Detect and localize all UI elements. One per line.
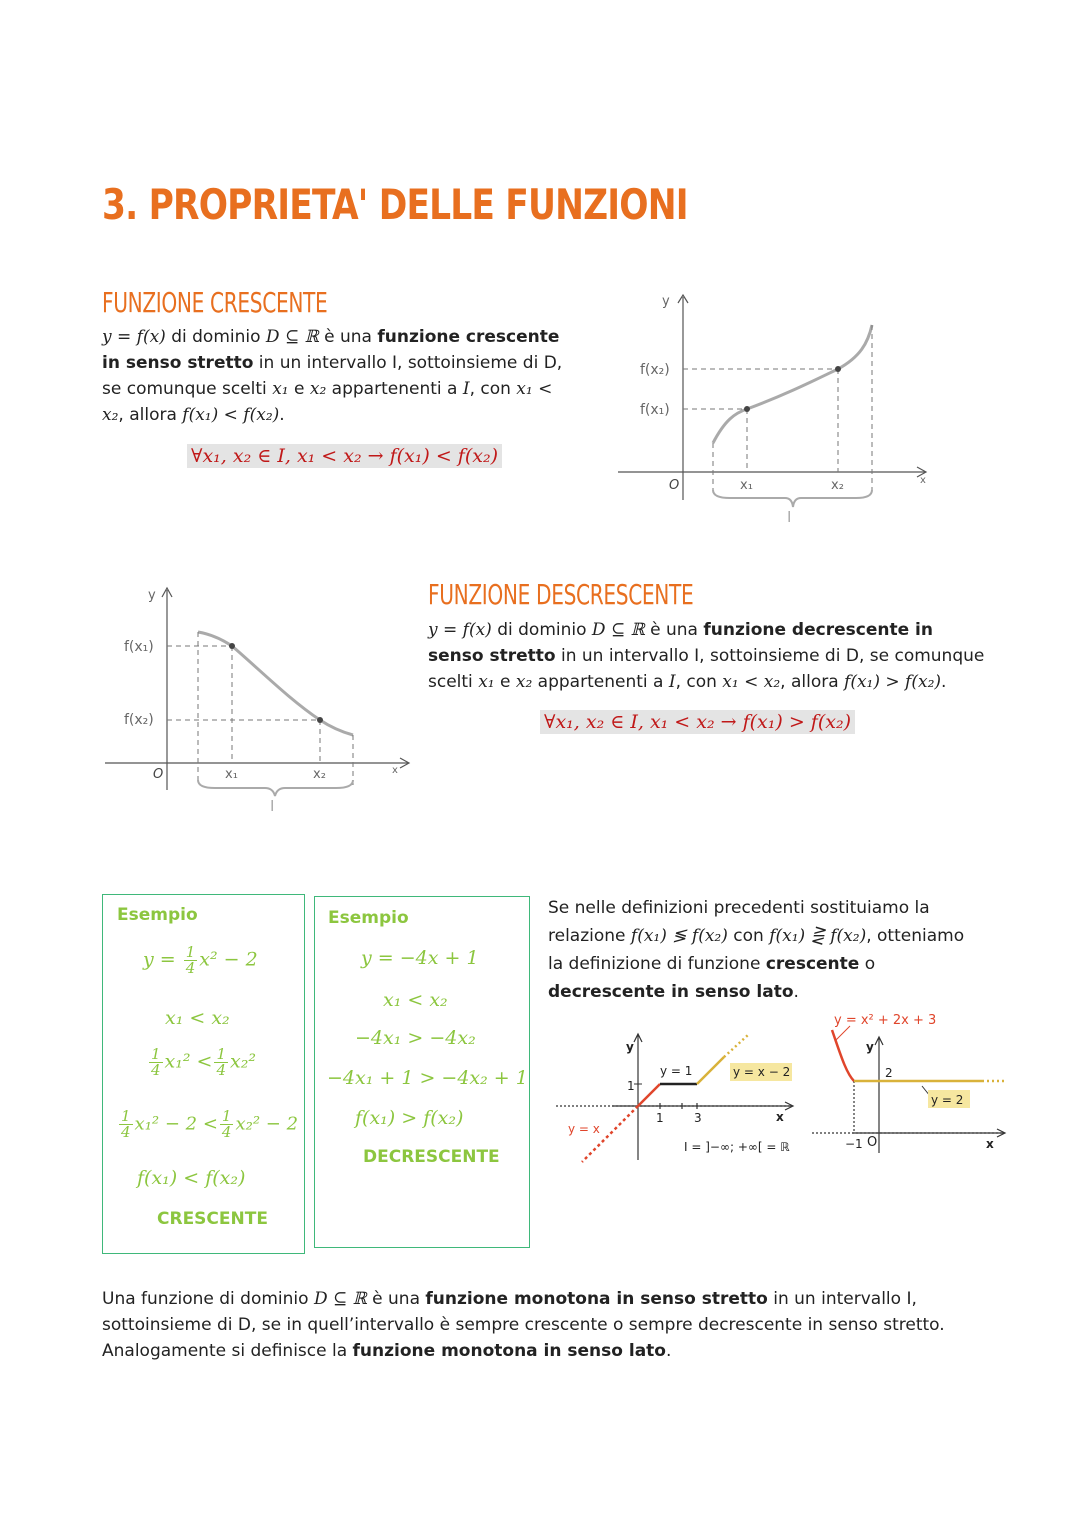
interval-label: I = ]−∞; +∞[ = ℝ — [684, 1140, 790, 1154]
example-step-3: $\frac{1}{4}$ x₁² < $\frac{1}{4}$ x₂² — [151, 1045, 256, 1079]
point-x1 — [744, 406, 750, 412]
example-step-5: f(x₁) < f(x₂) — [137, 1167, 246, 1189]
graph-decrescente — [100, 580, 420, 820]
line-y-x-2-dotted — [724, 1035, 748, 1057]
example-title: Esempio — [328, 908, 409, 928]
tick-x3: 3 — [694, 1111, 702, 1125]
graph-parabola-constant — [812, 1008, 1012, 1158]
tick-y1: 1 — [627, 1079, 635, 1093]
x-label: x — [776, 1110, 784, 1124]
line-y-x — [638, 1084, 660, 1106]
origin-label: O — [867, 1135, 878, 1150]
fx1-label: f(x₁) — [640, 402, 670, 418]
label-y1: y = 1 — [660, 1064, 693, 1078]
example-equation: y = −4x + 1 — [361, 947, 479, 969]
fx1-label: f(x₁) — [124, 639, 154, 655]
heading-crescente: FUNZIONE CRESCENTE — [102, 286, 328, 319]
interval-brace — [713, 490, 872, 507]
interval-label: I — [787, 508, 792, 526]
example-box-2 — [314, 896, 530, 1248]
label-yx2: y = x − 2 — [733, 1065, 791, 1079]
page-title: 3. PROPRIETA' DELLE FUNZIONI — [102, 180, 688, 229]
label-parabola: y = x² + 2x + 3 — [834, 1013, 937, 1028]
x1-label: x₁ — [740, 478, 753, 493]
point-x2 — [835, 366, 841, 372]
example-step-3: −4x₁ > −4x₂ — [355, 1027, 476, 1049]
example-step-5: f(x₁) > f(x₂) — [355, 1107, 464, 1129]
definition-decrescente: y = f(x) di dominio D ⊆ ℝ è una funzione decrescente in senso stretto in un intervallo I, sottoinsieme di D, se comunque scelti x₁ e x₂ appartenenti a I, con x₁ < x₂, allora f(x₁) > f(x₂). — [428, 620, 985, 692]
example-box-1 — [102, 894, 305, 1254]
point-x1 — [229, 643, 235, 649]
fx2-label: f(x₂) — [640, 362, 670, 378]
interval-brace — [198, 780, 353, 796]
example-title: Esempio — [117, 905, 198, 925]
x2-label: x₂ — [313, 767, 326, 782]
point-x2 — [317, 717, 323, 723]
y-label: y — [626, 1040, 634, 1054]
example-step-2: x₁ < x₂ — [165, 1007, 230, 1029]
interval-label: I — [270, 797, 275, 815]
y-label: y — [662, 294, 670, 309]
y-label: y — [866, 1040, 874, 1054]
example-result: DECRESCENTE — [363, 1147, 500, 1167]
x2-label: x₂ — [831, 478, 844, 493]
x-label: x — [986, 1137, 994, 1151]
line-y-x-2 — [697, 1057, 724, 1084]
definition-senso-lato: Se nelle definizioni precedenti sostituiamo la relazione f(x₁) ≶ f(x₂) con f(x₁) ⋛ f(x₂), otteniamo la definizione di funzione crescente o decrescente in senso lato. — [548, 898, 965, 1002]
example-step-4: −4x₁ + 1 > −4x₂ + 1 — [327, 1067, 528, 1089]
label-y2: y = 2 — [931, 1093, 964, 1107]
example-step-4: $\frac{1}{4}$ x₁² − 2 < $\frac{1}{4}$ x₂² − 2 — [121, 1107, 299, 1141]
heading-decrescente: FUNZIONE DESCRESCENTE — [428, 578, 694, 611]
origin-label: O — [153, 767, 164, 782]
increasing-curve — [713, 325, 872, 443]
tick-y2: 2 — [885, 1066, 893, 1080]
x1-label: x₁ — [225, 767, 238, 782]
label-yx: y = x — [568, 1122, 600, 1136]
graph-piecewise — [552, 1025, 802, 1165]
parabola-curve — [832, 1030, 854, 1081]
fx2-label: f(x₂) — [124, 712, 154, 728]
example-step-2: x₁ < x₂ — [383, 989, 448, 1011]
label-pointer — [836, 1026, 850, 1040]
tick-x-neg1: −1 — [845, 1137, 863, 1151]
definition-monotona: Una funzione di dominio D ⊆ ℝ è una funzione monotona in senso stretto in un intervallo I, sottoinsieme di D, se in quell’intervallo è sempre crescente o sempre decrescente in senso stretto. Analogamente si definisce la funzione monotona in senso lato. — [102, 1289, 945, 1361]
origin-label: O — [669, 478, 680, 493]
y-label: y — [148, 588, 156, 603]
graph-crescente — [610, 285, 940, 530]
x-label: x — [392, 765, 398, 776]
definition-crescente: y = f(x) di dominio D ⊆ ℝ è una funzione crescente in senso stretto in un intervallo I, sottoinsieme di D, se comunque scelti x₁ e x₂ appartenenti a I, con x₁ < x₂, allora f(x₁) < f(x₂). — [102, 327, 563, 425]
formula-crescente: ∀x₁, x₂ ∈ I, x₁ < x₂ → f(x₁) < f(x₂) — [187, 444, 502, 468]
example-result: CRESCENTE — [157, 1209, 268, 1229]
tick-x1: 1 — [656, 1111, 664, 1125]
formula-decrescente: ∀x₁, x₂ ∈ I, x₁ < x₂ → f(x₁) > f(x₂) — [540, 710, 855, 734]
x-label: x — [920, 475, 926, 486]
example-equation: y = $\frac{1}{4}$ x² − 2 — [143, 943, 258, 977]
